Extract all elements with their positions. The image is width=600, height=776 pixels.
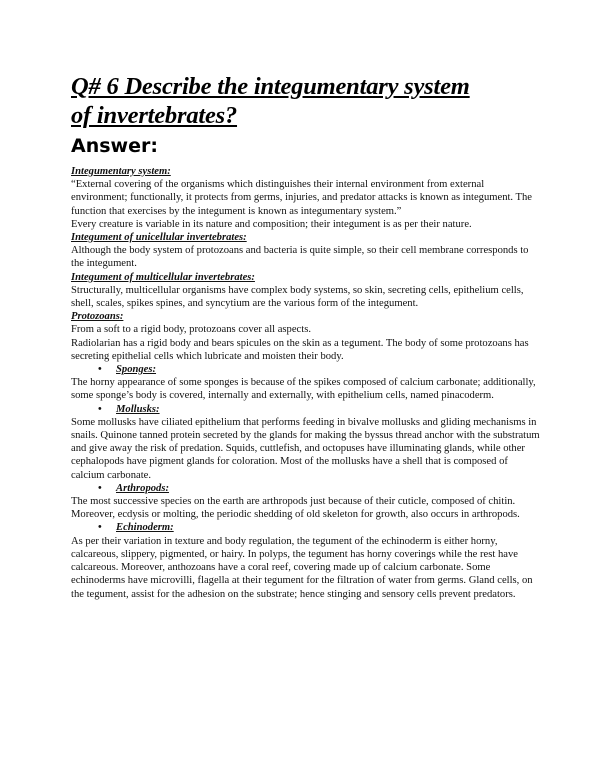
heading-multicellular: Integument of multicellular invertebrates: [71,271,255,283]
paragraph-integumentary-definition: “External covering of the organisms which distinguishes their internal environment from external environment; functionally, it protects from germs, injuries, and predator attacks is known as integument. The function that exercises by the integument is known as integumentary system.” [71,179,533,217]
question-title [71,72,541,130]
paragraph-arthropods: The most successive species on the earth are arthropods just because of their cuticle, composed of chitin. Moreover, ecdysis or molting, the periodic shedding of old skeleton for growth, also occurs in arthropods. [71,496,520,521]
heading-integumentary: Integumentary system: [71,166,171,177]
paragraph-sponges: The horny appearance of some sponges is because of the spikes composed of calcium carbonate; additionally, some sponge’s body is covered, internally and externally, with epithelium cells, named pinacoderm. [71,377,536,402]
heading-unicellular: Integument of unicellular invertebrates: [71,232,247,244]
bullet-dot-icon: • [98,482,102,494]
bullet-dot-icon: • [98,522,102,534]
bullet-sponges [71,363,541,376]
answer-body [71,165,541,601]
bullet-dot-icon: • [98,403,102,415]
heading-protozoans: Protozoans: [71,311,124,323]
bullet-label-sponges: Sponges: [116,364,157,376]
paragraph-multicellular: Structurally, multicellular organisms have complex body systems, so skin, secreting cells, epithelium cells, shell, scales, spikes spines, and syncytium are the various form of the integument. [71,284,524,310]
answer-label: Answer: [71,135,158,157]
bullet-label-echinoderm: Echinoderm: [116,522,174,534]
question-title-line2: of invertebrates? [71,102,238,129]
paragraph-echinoderm: As per their variation in texture and body regulation, the tegument of the echinoderm is either horny, calcareous, slippery, pigmented, or hairy. In polyps, the tegument has horny coverings while the rest have calcareous. Moreover, anthozoans have a coral reef, covering made up of calcium carbonate. Some echinoderms have microvilli, flagella at their tegument for the filtration of water from germs. Gland cells, on the tegument, assist for the adhesion on the substrate; hence stinging and sensory cells prevent predators. [71,535,533,600]
paragraph-protozoans-2: Radiolarian has a rigid body and bears spicules on the skin as a tegument. The body of some protozoans has secreting epithelial cells which lubricate and moisten their body. [71,337,529,362]
bullet-label-arthropods: Arthropods: [116,482,169,494]
question-title-line1: Q# 6 Describe the integumentary system [71,73,470,100]
bullet-echinoderm [71,521,541,534]
bullet-mollusks [71,403,541,416]
bullet-dot-icon: • [98,364,102,376]
document-content [71,72,541,601]
paragraph-protozoans-1: From a soft to a rigid body, protozoans cover all aspects. [71,324,311,336]
paragraph-integumentary-nature: Every creature is variable in its nature and composition; their integument is as per their nature. [71,218,472,230]
paragraph-unicellular: Although the body system of protozoans and bacteria is quite simple, so their cell membrane corresponds to the integument. [71,245,529,270]
bullet-label-mollusks: Mollusks: [116,403,160,415]
paragraph-mollusks: Some mollusks have ciliated epithelium that performs feeding in bivalve mollusks and gliding mechanisms in snails. Quinone tanned protein secreted by the glands for making the byssus thread anchor with the substratum and give away the risk of predation. Squids, cuttlefish, and octopuses have illuminating glands, while other cephalopods have pigment glands for coloration. Most of the mollusks have a shell that is composed of calcium carbonate. [71,416,540,481]
bullet-arthropods [71,482,541,495]
